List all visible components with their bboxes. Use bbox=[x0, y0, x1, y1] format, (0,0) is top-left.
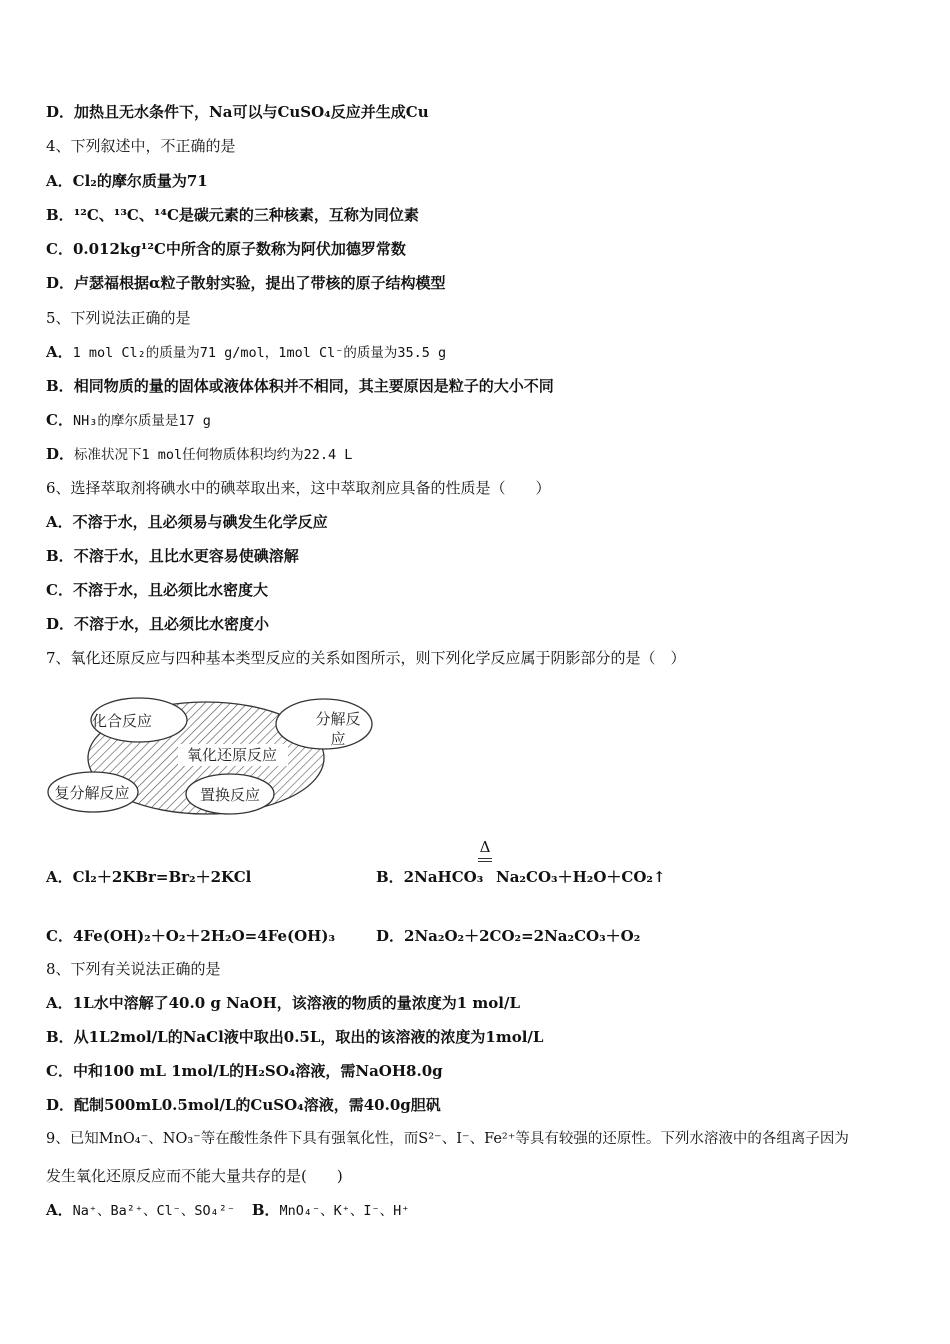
heat-condition bbox=[478, 838, 492, 862]
q7-option-d: D．2Na₂O₂＋2CO₂=2Na₂CO₃＋O₂ bbox=[376, 927, 641, 945]
decomposition-label-2: 应 bbox=[330, 730, 346, 748]
q6-option-c bbox=[46, 579, 268, 601]
question-5: 5、下列说法正确的是 bbox=[46, 309, 191, 327]
option-text: 1 mol Cl₂的质量为71 g/mol，1mol Cl⁻的质量为35.5 g bbox=[72, 345, 447, 361]
option-text: 卢瑟福根据α粒子散射实验，提出了带核的原子结构模型 bbox=[74, 274, 446, 292]
q9-options-ab bbox=[46, 1199, 409, 1222]
q6-option-a bbox=[46, 511, 328, 533]
combination-label: 化合反应 bbox=[91, 712, 153, 730]
question-9-line-2: 发生氧化还原反应而不能大量共存的是( ) bbox=[46, 1167, 343, 1185]
option-text: 不溶于水，且比水更容易使碘溶解 bbox=[73, 547, 299, 565]
q3-option-d: D．加热且无水条件下，Na可以与CuSO₄反应并生成Cu bbox=[46, 103, 429, 121]
option-label: A． bbox=[46, 172, 73, 190]
q4-option-c bbox=[46, 238, 406, 260]
option-text: 不溶于水，且必须易与碘发生化学反应 bbox=[72, 513, 328, 531]
displacement-label: 置换反应 bbox=[199, 786, 261, 804]
option-label: C． bbox=[46, 411, 73, 429]
option-label: D． bbox=[46, 615, 75, 633]
option-label: C． bbox=[46, 581, 73, 599]
option-text: 不溶于水，且必须比水密度大 bbox=[72, 581, 268, 599]
question-8: 8、下列有关说法正确的是 bbox=[46, 960, 221, 978]
q4-option-a bbox=[46, 170, 208, 192]
q7-option-a: A．Cl₂＋2KBr=Br₂＋2KCl bbox=[46, 868, 252, 886]
q6-option-d bbox=[46, 613, 269, 635]
decomposition-label: 分解反 bbox=[315, 710, 361, 728]
q6-option-b bbox=[46, 545, 299, 567]
equals-sign bbox=[478, 858, 492, 862]
option-label: B． bbox=[46, 547, 74, 565]
q8-option-d: D．配制500mL0.5mol/L的CuSO₄溶液，需40.0g胆矾 bbox=[46, 1096, 441, 1114]
q5-option-d bbox=[46, 443, 352, 466]
option-label: D． bbox=[46, 445, 75, 463]
q5-option-c bbox=[46, 409, 211, 432]
option-label: A． bbox=[46, 343, 73, 361]
q5-option-b bbox=[46, 375, 554, 397]
option-text: NH₃的摩尔质量是17 g bbox=[72, 413, 211, 429]
option-label: B． bbox=[251, 1201, 280, 1219]
q7-option-b-left: B．2NaHCO₃ bbox=[376, 868, 484, 886]
option-label: C． bbox=[46, 240, 73, 258]
option-text: 0.012kg¹²C中所含的原子数称为阿伏加德罗常数 bbox=[72, 240, 406, 258]
question-6: 6、选择萃取剂将碘水中的碘萃取出来，这中萃取剂应具备的性质是（ ） bbox=[46, 479, 551, 497]
q7-option-b-right: Na₂CO₃＋H₂O＋CO₂↑ bbox=[496, 868, 666, 886]
question-9-line-1: 9、已知MnO₄⁻、NO₃⁻等在酸性条件下具有强氧化性，而S²⁻、I⁻、Fe²⁺等具有较强的还原性。下列水溶液中的各组离子因为 bbox=[46, 1131, 849, 1147]
option-text: 不溶于水，且必须比水密度小 bbox=[74, 615, 270, 633]
reaction-venn-diagram bbox=[46, 692, 376, 822]
option-label: A． bbox=[46, 513, 73, 531]
option-text: 相同物质的量的固体或液体体积并不相同，其主要原因是粒子的大小不同 bbox=[73, 377, 554, 395]
q4-option-b bbox=[46, 204, 419, 226]
option-label: B． bbox=[46, 377, 74, 395]
option-text: 标准状况下1 mol任何物质体积均约为22.4 L bbox=[74, 447, 353, 463]
delta-symbol: Δ bbox=[479, 838, 491, 856]
option-text: Cl₂的摩尔质量为71 bbox=[72, 172, 208, 190]
q9-option-a-text: Na⁺、Ba²⁺、Cl⁻、SO₄²⁻ bbox=[72, 1203, 236, 1219]
q4-option-d bbox=[46, 272, 446, 294]
q8-option-c: C．中和100 mL 1mol/L的H₂SO₄溶液，需NaOH8.0g bbox=[46, 1062, 443, 1080]
option-text: ¹²C、¹³C、¹⁴C是碳元素的三种核素，互称为同位素 bbox=[73, 206, 419, 224]
q8-option-a: A．1L水中溶解了40.0 g NaOH，该溶液的物质的量浓度为1 mol/L bbox=[46, 994, 521, 1012]
q9-option-b-text: MnO₄⁻、K⁺、I⁻、H⁺ bbox=[279, 1203, 410, 1219]
redox-label: 氧化还原反应 bbox=[186, 746, 278, 764]
q5-option-a bbox=[46, 341, 446, 364]
option-label: D． bbox=[46, 274, 75, 292]
q7-option-c: C．4Fe(OH)₂＋O₂＋2H₂O=4Fe(OH)₃ bbox=[46, 927, 336, 945]
q8-option-b: B．从1L2mol/L的NaCl液中取出0.5L，取出的该溶液的浓度为1mol/L bbox=[46, 1028, 544, 1046]
question-4: 4、下列叙述中，不正确的是 bbox=[46, 137, 236, 155]
question-7: 7、氧化还原反应与四种基本类型反应的关系如图所示，则下列化学反应属于阴影部分的是（ ） bbox=[46, 649, 686, 667]
option-label: B． bbox=[46, 206, 74, 224]
option-label: A． bbox=[46, 1201, 73, 1219]
double-displacement-label: 复分解反应 bbox=[54, 784, 130, 802]
